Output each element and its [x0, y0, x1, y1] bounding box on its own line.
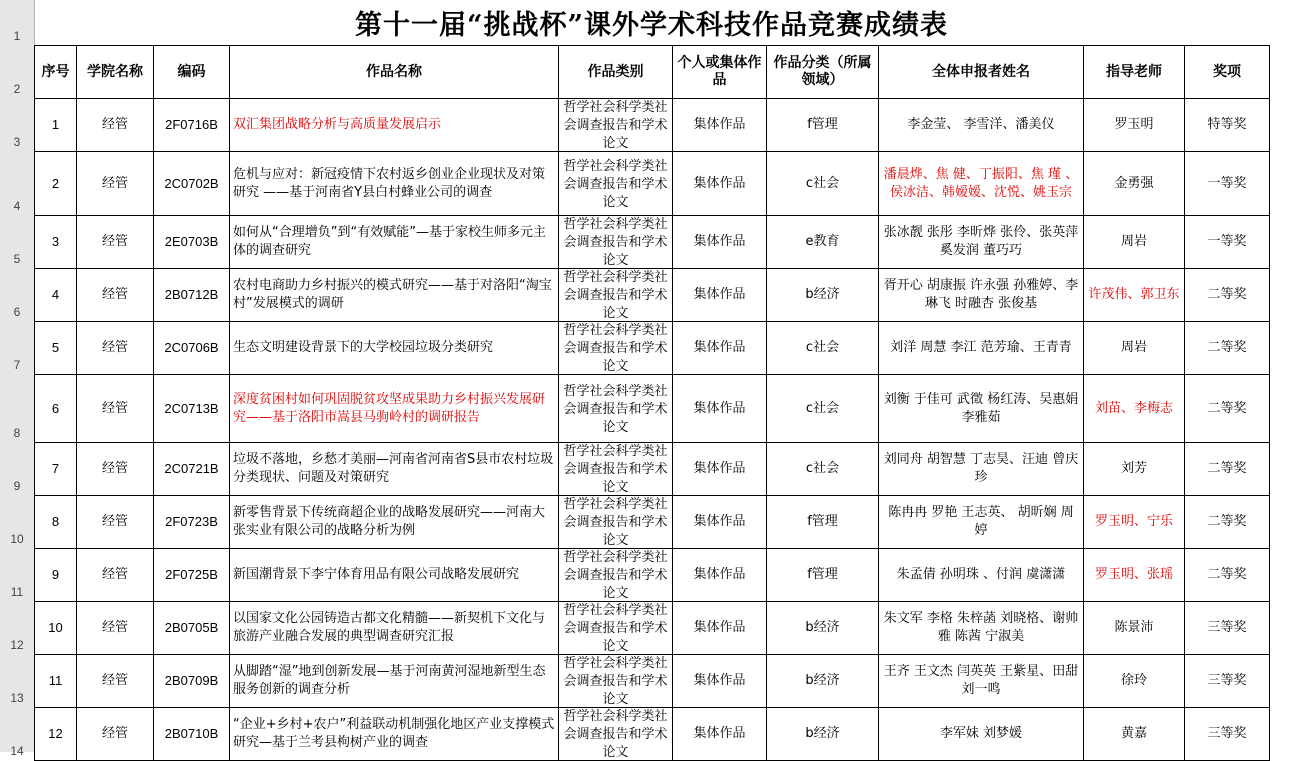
cell-work-name-text: 垃圾不落地，乡愁才美丽—河南省河南省S县市农村垃圾分类现状、问题及对策研究 [233, 452, 554, 485]
cell-type[interactable] [673, 99, 767, 152]
cell-award-text: 二等奖 [1207, 461, 1247, 476]
cell-award[interactable] [1185, 443, 1270, 496]
cell-work-name[interactable] [230, 708, 559, 761]
cell-work-name-text: 新零售背景下传统商超企业的战略发展研究——河南大张实业有限公司的战略分析为例 [233, 505, 546, 538]
header-field[interactable]: 作品分类（所属领域） [767, 46, 879, 99]
cell-award-text: 三等奖 [1207, 726, 1247, 741]
cell-field-text: c社会 [805, 340, 840, 355]
table-row [35, 443, 1270, 496]
row-number[interactable]: 7 [13, 358, 21, 372]
cell-college[interactable] [77, 602, 154, 655]
cell-work-name-text: 如何从“合理增负”到“有效赋能”—基于家校生师多元主体的调查研究 [233, 225, 546, 258]
cell-college-text: 经管 [101, 175, 128, 191]
row-number[interactable]: 11 [10, 585, 24, 599]
cell-type-text: 集体作品 [693, 234, 746, 249]
header-college[interactable]: 学院名称 [77, 46, 154, 99]
cell-members[interactable] [879, 152, 1084, 216]
cell-field[interactable] [767, 152, 879, 216]
sheet-title[interactable]: 第十一届“挑战杯”课外学术科技作品竞赛成绩表 [34, 0, 1269, 46]
cell-members-text: 刘洋 周慧 李江 范芳瑜、王青青 [890, 340, 1072, 355]
cell-members[interactable] [879, 443, 1084, 496]
cell-work-name[interactable] [230, 152, 559, 216]
cell-code[interactable] [154, 216, 230, 269]
cell-category[interactable] [559, 152, 673, 216]
cell-award-text: 一等奖 [1207, 234, 1247, 249]
cell-type[interactable] [673, 269, 767, 322]
cell-work-name[interactable] [230, 602, 559, 655]
cell-advisor-text: 罗玉明 [1114, 117, 1154, 132]
cell-seq[interactable] [35, 496, 77, 549]
cell-type-text: 集体作品 [693, 567, 746, 582]
cell-category-text: 哲学社会科学类社会调查报告和学术论文 [563, 217, 668, 268]
cell-type[interactable] [673, 549, 767, 602]
cell-work-name-text: 危机与应对：新冠疫情下农村返乡创业企业现状及对策研究 ——基于河南省Y县白村蜂业公司的调查 [233, 166, 546, 200]
cell-category[interactable] [559, 269, 673, 322]
cell-code[interactable] [154, 152, 230, 216]
cell-advisor-text: 刘苗、李梅志 [1094, 400, 1173, 416]
cell-college-text: 经管 [101, 567, 128, 582]
row-number[interactable]: 8 [13, 426, 21, 440]
cell-category[interactable] [559, 443, 673, 496]
cell-category-text: 哲学社会科学类社会调查报告和学术论文 [563, 497, 668, 548]
cell-category-text: 哲学社会科学类社会调查报告和学术论文 [563, 550, 668, 601]
cell-field[interactable] [767, 602, 879, 655]
cell-code[interactable] [154, 99, 230, 152]
cell-code-text: 2C0721B [164, 461, 219, 476]
cell-field[interactable] [767, 375, 879, 443]
row-number[interactable]: 13 [10, 691, 24, 705]
cell-award-text: 一等奖 [1207, 175, 1247, 191]
cell-advisor[interactable] [1084, 602, 1185, 655]
cell-type[interactable] [673, 375, 767, 443]
cell-college[interactable] [77, 269, 154, 322]
cell-college-text: 经管 [101, 620, 128, 635]
cell-college-text: 经管 [101, 673, 128, 688]
cell-work-name-text: 新国潮背景下李宁体育用品有限公司战略发展研究 [233, 567, 520, 582]
cell-type-text: 集体作品 [693, 673, 746, 688]
cell-advisor[interactable] [1084, 152, 1185, 216]
cell-seq[interactable] [35, 99, 77, 152]
cell-members-text: 李军妹 刘梦媛 [939, 726, 1023, 741]
cell-work-name[interactable] [230, 375, 559, 443]
cell-award[interactable] [1185, 99, 1270, 152]
cell-code[interactable] [154, 602, 230, 655]
header-code[interactable]: 编码 [154, 46, 230, 99]
cell-seq-text: 9 [51, 567, 60, 582]
cell-work-name-text: 深度贫困村如何巩固脱贫攻坚成果助力乡村振兴发展研究——基于洛阳市嵩县马驹岭村的调研报告 [233, 391, 546, 425]
cell-award[interactable] [1185, 152, 1270, 216]
cell-members-text: 陈冉冉 罗艳 王志英、 胡昕娴 周婷 [888, 505, 1074, 538]
cell-field[interactable] [767, 269, 879, 322]
cell-seq-text: 10 [48, 620, 63, 635]
cell-type[interactable] [673, 322, 767, 375]
cell-category[interactable] [559, 708, 673, 761]
cell-work-name-text: 从脚踏“湿”地到创新发展—基于河南黄河湿地新型生态服务创新的调查分析 [233, 664, 546, 697]
cell-award-text: 特等奖 [1207, 117, 1247, 132]
cell-award[interactable] [1185, 269, 1270, 322]
row-number[interactable]: 6 [13, 305, 21, 319]
cell-category-text: 哲学社会科学类社会调查报告和学术论文 [563, 603, 668, 654]
cell-category-text: 哲学社会科学类社会调查报告和学术论文 [563, 158, 668, 210]
cell-type-text: 集体作品 [693, 400, 746, 416]
cell-seq-text: 5 [51, 340, 60, 355]
cell-members-text: 刘衡 于佳可 武徵 杨红涛、吴惠娟 李雅茹 [883, 391, 1079, 425]
cell-members[interactable] [879, 496, 1084, 549]
cell-field[interactable] [767, 443, 879, 496]
row-number[interactable]: 5 [13, 252, 21, 266]
cell-seq[interactable] [35, 443, 77, 496]
cell-work-name-text: 以国家文化公园铸造古都文化精髓——新契机下文化与旅游产业融合发展的典型调查研究汇报 [233, 611, 546, 644]
cell-advisor-text: 许茂伟、郭卫东 [1088, 287, 1180, 302]
cell-advisor-text: 罗玉明、张瑶 [1094, 567, 1173, 582]
cell-advisor[interactable] [1084, 708, 1185, 761]
cell-seq[interactable] [35, 269, 77, 322]
cell-category-text: 哲学社会科学类社会调查报告和学术论文 [563, 656, 668, 707]
cell-members[interactable] [879, 602, 1084, 655]
cell-category-text: 哲学社会科学类社会调查报告和学术论文 [563, 383, 668, 435]
cell-work-name[interactable] [230, 496, 559, 549]
cell-code[interactable] [154, 549, 230, 602]
cell-seq[interactable] [35, 375, 77, 443]
header-row [35, 46, 1270, 99]
cell-type-text: 集体作品 [693, 287, 746, 302]
cell-field-text: f管理 [807, 514, 838, 529]
cell-members[interactable] [879, 322, 1084, 375]
cell-work-name-text: “企业+乡村+农户”利益联动机制强化地区产业支撑模式研究—基于兰考县枸树产业的调查 [233, 717, 555, 750]
cell-seq-text: 12 [48, 726, 63, 741]
cell-type-text: 集体作品 [693, 726, 746, 741]
cell-type[interactable] [673, 152, 767, 216]
cell-members-text: 刘同舟 胡智慧 丁志昊、汪迪 曾庆珍 [883, 452, 1079, 485]
cell-field-text: e教育 [805, 234, 840, 249]
cell-category[interactable] [559, 602, 673, 655]
cell-advisor[interactable] [1084, 443, 1185, 496]
table-row [35, 496, 1270, 549]
cell-code[interactable] [154, 375, 230, 443]
table-row [35, 708, 1270, 761]
cell-type[interactable] [673, 708, 767, 761]
cell-college-text: 经管 [101, 234, 128, 249]
cell-seq[interactable] [35, 708, 77, 761]
cell-award-text: 三等奖 [1207, 620, 1247, 635]
row-number[interactable]: 2 [13, 82, 21, 96]
cell-type-text: 集体作品 [693, 175, 746, 191]
cell-college-text: 经管 [101, 726, 128, 741]
header-individual-or-group[interactable]: 个人或集体作品 [673, 46, 767, 99]
cell-work-name-text: 农村电商助力乡村振兴的模式研究——基于对洛阳“淘宝村”发展模式的调研 [233, 278, 552, 311]
cell-members-text: 王齐 王文杰 闫英英 王紫星、田甜 刘一鸣 [883, 664, 1079, 697]
cell-field-text: f管理 [807, 117, 838, 132]
cell-college[interactable] [77, 443, 154, 496]
cell-advisor[interactable] [1084, 216, 1185, 269]
cell-advisor[interactable] [1084, 99, 1185, 152]
header-seq[interactable]: 序号 [35, 46, 77, 99]
cell-award[interactable] [1185, 322, 1270, 375]
cell-college-text: 经管 [101, 117, 128, 132]
cell-type[interactable] [673, 602, 767, 655]
cell-work-name[interactable] [230, 655, 559, 708]
cell-seq-text: 4 [51, 287, 60, 302]
cell-college[interactable] [77, 655, 154, 708]
row-number[interactable]: 9 [13, 479, 21, 493]
cell-work-name[interactable] [230, 322, 559, 375]
cell-advisor[interactable] [1084, 496, 1185, 549]
cell-seq-text: 1 [51, 117, 60, 132]
cell-category-text: 哲学社会科学类社会调查报告和学术论文 [563, 323, 668, 374]
cell-type[interactable] [673, 216, 767, 269]
cell-work-name[interactable] [230, 99, 559, 152]
cell-field[interactable] [767, 549, 879, 602]
cell-category[interactable] [559, 322, 673, 375]
cell-code-text: 2C0706B [164, 340, 219, 355]
cell-field[interactable] [767, 708, 879, 761]
cell-members[interactable] [879, 655, 1084, 708]
table-row [35, 602, 1270, 655]
cell-college[interactable] [77, 708, 154, 761]
cell-college[interactable] [77, 152, 154, 216]
cell-college-text: 经管 [101, 514, 128, 529]
cell-code-text: 2B0705B [164, 620, 219, 635]
cell-code[interactable] [154, 496, 230, 549]
cell-members[interactable] [879, 375, 1084, 443]
cell-seq[interactable] [35, 602, 77, 655]
cell-advisor[interactable] [1084, 322, 1185, 375]
cell-award[interactable] [1185, 496, 1270, 549]
cell-award-text: 二等奖 [1207, 567, 1247, 582]
cell-category[interactable] [559, 496, 673, 549]
cell-college[interactable] [77, 549, 154, 602]
cell-college-text: 经管 [101, 400, 128, 416]
row-number[interactable]: 10 [10, 532, 24, 546]
cell-type-text: 集体作品 [693, 514, 746, 529]
cell-seq[interactable] [35, 655, 77, 708]
cell-members[interactable] [879, 99, 1084, 152]
cell-award-text: 二等奖 [1207, 340, 1247, 355]
cell-type[interactable] [673, 496, 767, 549]
header-work-category[interactable]: 作品类别 [559, 46, 673, 99]
cell-work-name[interactable] [230, 216, 559, 269]
cell-members[interactable] [879, 216, 1084, 269]
cell-category-text: 哲学社会科学类社会调查报告和学术论文 [563, 709, 668, 760]
cell-advisor-text: 金勇强 [1114, 175, 1154, 191]
cell-type-text: 集体作品 [693, 117, 746, 132]
cell-college-text: 经管 [101, 340, 128, 355]
cell-code-text: 2B0710B [164, 726, 219, 741]
cell-work-name-text: 双汇集团战略分析与高质量发展启示 [233, 117, 442, 132]
cell-seq[interactable] [35, 216, 77, 269]
cell-seq[interactable] [35, 322, 77, 375]
cell-seq-text: 7 [51, 461, 60, 476]
cell-college[interactable] [77, 322, 154, 375]
cell-category[interactable] [559, 216, 673, 269]
table-row [35, 549, 1270, 602]
cell-category[interactable] [559, 375, 673, 443]
cell-category[interactable] [559, 99, 673, 152]
table-row [35, 322, 1270, 375]
header-members[interactable]: 全体申报者姓名 [879, 46, 1084, 99]
cell-college-text: 经管 [101, 461, 128, 476]
cell-field-text: b经济 [805, 287, 840, 302]
cell-field[interactable] [767, 496, 879, 549]
cell-advisor[interactable] [1084, 655, 1185, 708]
cell-seq-text: 8 [51, 514, 60, 529]
cell-type-text: 集体作品 [693, 340, 746, 355]
row-number[interactable]: 14 [10, 744, 24, 758]
header-work-name[interactable]: 作品名称 [230, 46, 559, 99]
cell-award[interactable] [1185, 375, 1270, 443]
cell-code[interactable] [154, 322, 230, 375]
cell-award[interactable] [1185, 216, 1270, 269]
cell-advisor[interactable] [1084, 269, 1185, 322]
cell-field[interactable] [767, 216, 879, 269]
table-row [35, 269, 1270, 322]
cell-award[interactable] [1185, 549, 1270, 602]
cell-type[interactable] [673, 655, 767, 708]
cell-award[interactable] [1185, 655, 1270, 708]
cell-category-text: 哲学社会科学类社会调查报告和学术论文 [563, 444, 668, 495]
row-number[interactable]: 12 [10, 638, 24, 652]
cell-code-text: 2C0713B [164, 400, 219, 416]
cell-advisor[interactable] [1084, 375, 1185, 443]
cell-field-text: c社会 [805, 175, 840, 191]
cell-college[interactable] [77, 216, 154, 269]
cell-field-text: b经济 [805, 726, 840, 741]
cell-work-name-text: 生态文明建设背景下的大学校园垃圾分类研究 [233, 340, 494, 355]
header-advisor[interactable]: 指导老师 [1084, 46, 1185, 99]
cell-seq-text: 2 [51, 175, 60, 191]
cell-code[interactable] [154, 443, 230, 496]
cell-code[interactable] [154, 269, 230, 322]
cell-code[interactable] [154, 655, 230, 708]
cell-award-text: 二等奖 [1207, 287, 1247, 302]
cell-field-text: b经济 [805, 673, 840, 688]
cell-members[interactable] [879, 708, 1084, 761]
table-row [35, 375, 1270, 443]
cell-members-text: 胥开心 胡康振 许永强 孙雅婷、李琳飞 时融杏 张俊基 [883, 278, 1079, 311]
cell-members-text: 潘晨烨、焦 健、丁振阳、焦 瑾 、侯冰洁、韩嫒嫒、沈悦、姚玉宗 [883, 166, 1079, 200]
cell-field-text: c社会 [805, 400, 840, 416]
table-row [35, 152, 1270, 216]
cell-advisor[interactable] [1084, 549, 1185, 602]
cell-code-text: 2B0712B [164, 287, 219, 302]
cell-field-text: c社会 [805, 461, 840, 476]
cell-members-text: 张冰靓 张彤 李昕烨 张伶、张英萍 奚发润 董巧巧 [883, 225, 1079, 258]
cell-college[interactable] [77, 375, 154, 443]
cell-seq[interactable] [35, 152, 77, 216]
cell-advisor-text: 罗玉明、宁乐 [1094, 514, 1173, 529]
cell-award-text: 二等奖 [1207, 514, 1247, 529]
cell-advisor-text: 黄嘉 [1120, 726, 1147, 741]
cell-members[interactable] [879, 549, 1084, 602]
cell-award-text: 三等奖 [1207, 673, 1247, 688]
cell-code-text: 2F0725B [165, 567, 218, 582]
row-number[interactable]: 1 [13, 29, 21, 43]
cell-advisor-text: 陈景沛 [1114, 620, 1154, 635]
cell-code-text: 2E0703B [164, 234, 219, 249]
cell-seq[interactable] [35, 549, 77, 602]
header-award[interactable]: 奖项 [1185, 46, 1270, 99]
cell-type-text: 集体作品 [693, 461, 746, 476]
cell-members-text: 朱孟倩 孙明珠 、付润 虞潇潇 [896, 567, 1066, 582]
cell-category-text: 哲学社会科学类社会调查报告和学术论文 [563, 270, 668, 321]
cell-field-text: b经济 [805, 620, 840, 635]
row-number[interactable]: 3 [13, 135, 21, 149]
cell-advisor-text: 周岩 [1120, 340, 1147, 355]
cell-code-text: 2F0723B [165, 514, 218, 529]
cell-seq-text: 11 [48, 673, 63, 688]
cell-field[interactable] [767, 655, 879, 708]
row-number[interactable]: 4 [13, 199, 21, 213]
cell-college[interactable] [77, 496, 154, 549]
cell-category[interactable] [559, 549, 673, 602]
cell-college[interactable] [77, 99, 154, 152]
cell-seq-text: 6 [51, 400, 60, 416]
cell-field[interactable] [767, 99, 879, 152]
cell-award[interactable] [1185, 708, 1270, 761]
cell-seq-text: 3 [51, 234, 60, 249]
cell-field-text: f管理 [807, 567, 838, 582]
cell-members-text: 朱文军 李格 朱梓菡 刘晓格、谢帅雅 陈茜 宁淑美 [883, 611, 1079, 644]
cell-members-text: 李金莹、 李雪洋、潘美仪 [907, 117, 1055, 132]
cell-field[interactable] [767, 322, 879, 375]
cell-type[interactable] [673, 443, 767, 496]
table-row [35, 99, 1270, 152]
cell-code[interactable] [154, 708, 230, 761]
row-header-column [0, 0, 35, 758]
cell-members[interactable] [879, 269, 1084, 322]
cell-work-name[interactable] [230, 549, 559, 602]
cell-code-text: 2C0702B [164, 175, 219, 191]
results-table [34, 45, 1270, 761]
cell-type-text: 集体作品 [693, 620, 746, 635]
cell-advisor-text: 徐玲 [1120, 673, 1147, 688]
cell-work-name[interactable] [230, 269, 559, 322]
cell-code-text: 2B0709B [164, 673, 219, 688]
table-row [35, 655, 1270, 708]
cell-code-text: 2F0716B [165, 117, 218, 132]
cell-award-text: 二等奖 [1207, 400, 1247, 416]
table-row [35, 216, 1270, 269]
cell-advisor-text: 刘芳 [1120, 461, 1147, 476]
cell-college-text: 经管 [101, 287, 128, 302]
cell-category-text: 哲学社会科学类社会调查报告和学术论文 [563, 100, 668, 151]
cell-category[interactable] [559, 655, 673, 708]
cell-award[interactable] [1185, 602, 1270, 655]
cell-advisor-text: 周岩 [1120, 234, 1147, 249]
cell-work-name[interactable] [230, 443, 559, 496]
